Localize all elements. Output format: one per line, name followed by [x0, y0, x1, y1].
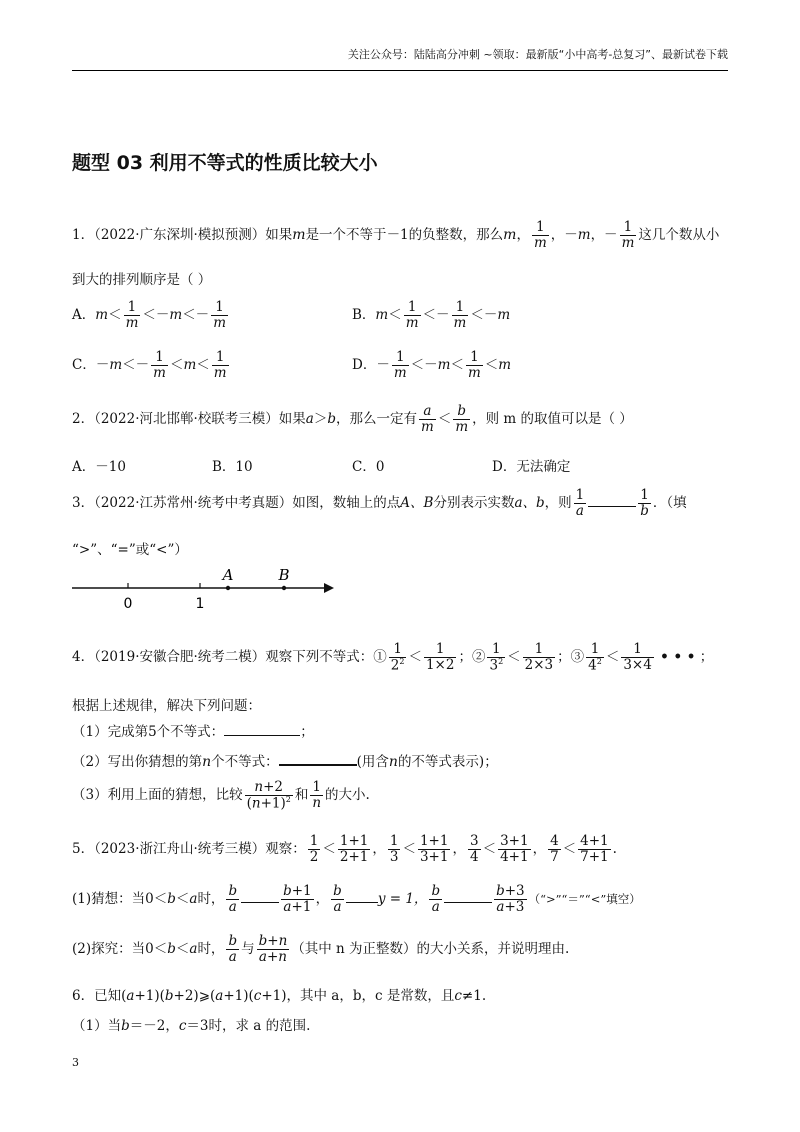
q5-blank-1[interactable]	[241, 902, 279, 903]
q1-intro: 1．（2022·广东深圳·模拟预测）如果	[72, 226, 293, 243]
label-a: A	[222, 566, 234, 584]
q1-stem: 1．（2022·广东深圳·模拟预测）如果m是一个不等于－1的负整数，那么m， $\frac{1}{m}$ ，－m，－ $\frac{1}{m}$ 这几个数从小	[72, 219, 720, 251]
q3-intro: 3．（2022·江苏常州·统考中考真题）如图，数轴上的点	[72, 494, 401, 511]
q4-c2: ；②	[458, 649, 486, 666]
q3-vars: a、b	[514, 494, 545, 511]
q2-intro: 2．（2022·河北邯郸·校联考三模）如果	[72, 410, 306, 427]
number-line-arrow	[324, 583, 334, 593]
q2-option-c[interactable]: C．0	[352, 459, 385, 475]
q6-p1-tail: 时，求 a 的范围.	[208, 1018, 311, 1034]
q4-p2-mid: 个不等式：	[211, 754, 279, 770]
q4-p3-tail: 的大小.	[325, 787, 370, 804]
q6-intro: 6．已知	[72, 988, 122, 1004]
label-0: 0	[123, 596, 133, 612]
q3-stem: 3．（2022·江苏常州·统考中考真题）如图，数轴上的点A、B分别表示实数a、b，则 $\frac{1}{a}$ $\frac{1}{b}$ ．（填	[72, 487, 687, 519]
q5-p1: (1)猜想：当	[72, 890, 146, 907]
q4-p1-end: ；	[300, 724, 314, 740]
q5-part2: (2)探究：当0＜b＜a时， $\frac{b}{a}$ 与 $\frac{b+n}{a+n}$ （其中 n 为正整数）的大小关系，并说明理由.	[72, 933, 570, 965]
q6-part1: （1）当b＝－2，c＝3时，求 a 的范围.	[72, 1018, 311, 1034]
q5-stem: 5．（2023·浙江舟山·统考三模）观察： $\frac{1}{2}$ ＜ $\frac{1+1}{2+1}$ ， $\frac{1}{3}$ ＜ $\frac{1+1}{3+1}$ ， $\frac{3}{4}$ ＜ $\frac{3+1}{4+1}$ ， $\frac{4}{7}$ ＜ $\frac{4+1}{7+1}$ .	[72, 833, 617, 865]
q4-p3-mid: 和	[294, 787, 309, 804]
q1-c-label: C．	[72, 356, 96, 373]
q1-option-d[interactable]: D．－ $\frac{1}{m}$ ＜－m＜ $\frac{1}{m}$ ＜m	[352, 349, 512, 381]
q4-p1: （1）完成第5个不等式：	[72, 724, 225, 740]
q6-mid: ，其中 a，b，c 是常数，且	[286, 988, 455, 1004]
q6-stem: 6．已知(a+1)(b+2)⩾(a+1)(c+1)，其中 a，b，c 是常数，且c≠1.	[72, 988, 487, 1004]
q5-p1-mid: 时，	[197, 890, 225, 907]
point-b	[282, 586, 286, 590]
q3-points: A、B	[400, 494, 434, 511]
q1-option-c[interactable]: C．－m＜－ $\frac{1}{m}$ ＜m＜ $\frac{1}{m}$	[72, 349, 227, 381]
q1-d-label: D．	[352, 356, 377, 373]
q3-answer-blank[interactable]	[588, 506, 636, 507]
q3-mid2: ，则	[544, 494, 572, 511]
label-1: 1	[195, 596, 205, 612]
q4-p2-tail2: 的不等式表示)；	[397, 754, 498, 770]
q2-cond: ，那么一定有	[336, 410, 417, 427]
header-rule	[72, 70, 728, 71]
q4-part1	[72, 720, 314, 740]
q2-option-d[interactable]: D．无法确定	[492, 459, 571, 475]
q1-tail: 这几个数从小	[638, 226, 720, 243]
q6-p1: （1）当	[72, 1018, 122, 1034]
q4-line2: 根据上述规律，解决下列问题：	[72, 698, 261, 714]
q1-mid1: 是一个不等于	[305, 226, 387, 243]
q5-p2-tail: （其中 n 为正整数）的大小关系，并说明理由.	[291, 940, 570, 957]
q4-stem: 4．（2019·安徽合肥·统考二模）观察下列不等式：① $\frac{1}{2^2}$ ＜ $\frac{1}{1\times 2}$ ；② $\frac{1}{3^2}$ ＜ $\frac{1}{2\times 3}$ ；③ $\frac{1}{4^2}$ ＜ $\frac{1}{3\times 4}$ • • • ；	[72, 641, 714, 674]
q5-p2-mid: 时，	[197, 940, 225, 957]
q2-tail: ，则 m 的取值可以是（ ）	[472, 410, 633, 427]
q1-line2: 到大的排列顺序是（ ）	[72, 272, 212, 288]
label-b: B	[278, 566, 290, 584]
q1-frac-neg: $\frac{1}{m}$	[621, 219, 635, 251]
q4-part2: （2）写出你猜想的第n个不等式： (用含n的不等式表示)；	[72, 754, 498, 770]
q3-line2: “>”、“=”或“<”）	[72, 542, 188, 558]
q4-p1-blank[interactable]	[224, 735, 300, 736]
q4-p3: （3）利用上面的猜想，比较	[72, 787, 243, 804]
q1-option-b[interactable]: B．m＜ $\frac{1}{m}$ ＜－ $\frac{1}{m}$ ＜－m	[352, 299, 511, 331]
q1-b-label: B．	[352, 306, 376, 323]
q4-p2: （2）写出你猜想的第	[72, 754, 203, 770]
q5-p2: (2)探究：当	[72, 940, 146, 957]
q4-p2-tail: (用含	[356, 754, 389, 770]
q5-p1-y: y = 1，	[377, 890, 428, 907]
q5-p2-with: 与	[241, 940, 255, 957]
q5-blank-2[interactable]	[346, 902, 378, 903]
page-number: 3	[72, 1056, 79, 1069]
q3-mid: 分别表示实数	[433, 494, 515, 511]
q4-c3: ；③	[557, 649, 585, 666]
section-title: 题型 03 利用不等式的性质比较大小	[72, 152, 378, 174]
q1-option-a[interactable]: A．m＜ $\frac{1}{m}$ ＜－m＜－ $\frac{1}{m}$	[72, 299, 226, 331]
q5-part1: (1)猜想：当0＜b＜a时， $\frac{b}{a}$ $\frac{b+1}{a+1}$ ， $\frac{b}{a}$ y = 1， $\frac{b}{a}$ $\frac{b+3}{a+3}$ （“>”“＝”“<”填空）	[72, 883, 641, 915]
point-a	[226, 586, 230, 590]
q5-p1-tail: （“>”“＝”“<”填空）	[528, 891, 641, 906]
q1-neg1: －1	[386, 226, 409, 243]
q1-frac: $\frac{1}{m}$	[533, 219, 547, 251]
q1-mid2: 的负整数，那么	[408, 226, 504, 243]
q3-tail: ．（填	[652, 494, 687, 511]
q5-blank-3[interactable]	[444, 902, 492, 903]
q4-intro: 4．（2019·安徽合肥·统考二模）观察下列不等式：①	[72, 649, 387, 666]
q4-part3: （3）利用上面的猜想，比较 $\frac{n+2}{(n+1)^2}$ 和 $\frac{1}{n}$ 的大小.	[72, 779, 370, 812]
page-header: 关注公众号：陆陆高分冲刺 ~领取：最新版“小中高考-总复习”、最新试卷下载	[347, 48, 728, 61]
q2-option-a[interactable]: A．－10	[72, 459, 126, 475]
q2-option-b[interactable]: B．10	[212, 459, 253, 475]
q1-a-label: A．	[72, 306, 96, 323]
q2-stem: 2．（2022·河北邯郸·校联考三模）如果a＞b，那么一定有 $\frac{a}{m}$ ＜ $\frac{b}{m}$ ，则 m 的取值可以是（ ）	[72, 403, 633, 435]
q4-end: ；	[699, 649, 714, 666]
q5-intro: 5．（2023·浙江舟山·统考三模）观察：	[72, 840, 306, 857]
number-line	[72, 562, 334, 614]
q4-p2-blank[interactable]	[279, 764, 357, 766]
q4-dots: • • •	[660, 649, 696, 666]
